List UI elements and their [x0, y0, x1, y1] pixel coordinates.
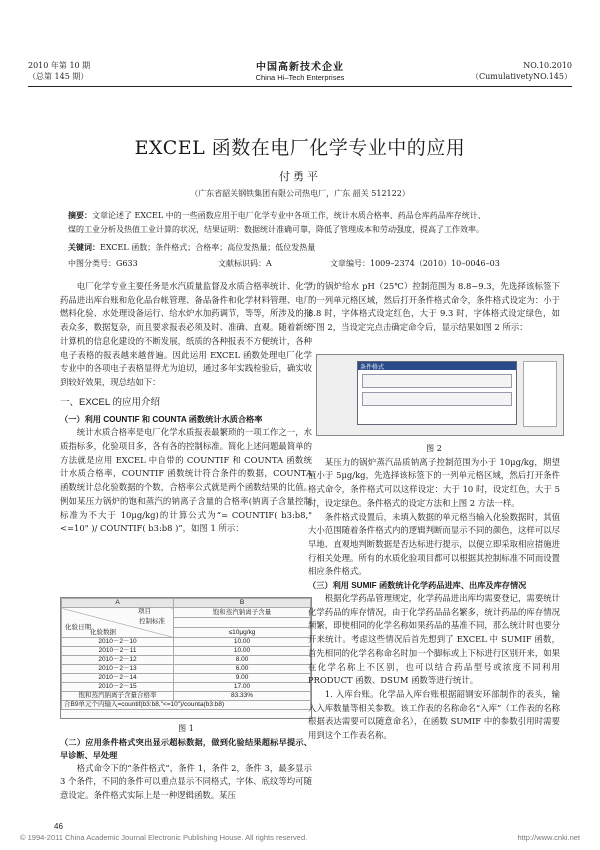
figure-1-caption: 图 1: [178, 724, 194, 733]
abstract: [68, 208, 542, 237]
rate-label: 饱和蒸汽钠离子含量合格率: [62, 692, 174, 701]
dialog-title: 条件格式: [358, 362, 516, 370]
header-control: 控制标准: [139, 618, 166, 625]
figure-2-dialog-screenshot: [316, 354, 564, 436]
sumif-paragraph: 根据化学药品管理规定，化学药品进出库均需要登记，需要统计化学药品的库存情况，由于化学药品品名繁多，统计药品的库存情况频繁，即使相同的化学名称如果药品的基准不同，那么统计时也要分开来统计。考虑这些情况后首先想到了 EXCEL 中 SUMIF 函数，首先相同的化学名称命名时加一个脚标或上下标进行区别开来，如果在化学名称上不区别，也可以结合药品型号或浓度不同利用 PRODUCT 函数、DSUM 函数等进行统计。: [308, 593, 560, 686]
diagonal-header: [62, 608, 174, 638]
sodium-paragraph: 某压力的锅炉蒸汽品质钠离子控制范围为小于 10μg/kg，期望值小于 5μg/kg，先选择该标签下的一列单元格区域，然后打开条件格式命令，条件格式可以这样设定：大于 10 时，设定红色，大于 5 时，设定绿色。条件格式的设定方法和上图 2 方法一样。: [308, 456, 560, 508]
section-heading-1: 一、EXCEL 的应用介绍: [60, 396, 160, 408]
journal-name-en: China Hi–Tech Enterprises: [255, 73, 345, 82]
journal-name-cn: 中国高新技术企业: [256, 62, 344, 73]
abstract-line-1: 文章论述了 EXCEL 中的一些函数应用于电厂化学专业中各项工作，统计水质合格率、药品仓库药品库存统计、: [92, 211, 486, 220]
table-row: 2010－2－15 17.00: [62, 683, 311, 692]
issue-total: （总第 145 期）: [28, 72, 89, 81]
subsection-heading-3: （三）利用 SUMIF 函数统计化学药品进库、出库及库存情况: [308, 581, 527, 591]
table-row: 2010－2－13 6.00: [62, 665, 311, 674]
footer: [20, 833, 580, 842]
issue-number-en: NO.10.2010: [523, 61, 572, 70]
copyright: © 1994-2011 China Academic Journal Electronic Publishing House. All rights reserved.: [20, 833, 308, 842]
col-header-b: B: [174, 599, 311, 608]
issue-total-en: （CumulativetyNO.145）: [470, 72, 572, 81]
figure-1-spreadsheet: [60, 597, 312, 719]
right-column-top: [308, 280, 560, 335]
inbound-ledger-paragraph: 1. 入库台账。化学品入库台账根据韶钢安环部制作的表头，输入入库数量等相关参数。该工作表的名称命名“入库”（工作表的名称根据表达需要可以随意命名），在函数 SUMIF 中的参数引用时需要用到这个工作表名称。: [308, 688, 560, 741]
article-title: EXCEL 函数在电厂化学专业中的应用: [134, 137, 466, 159]
left-column-top: [60, 280, 312, 536]
header-data: 化验数据: [90, 629, 116, 636]
issue-number: 2010 年第 10 期: [28, 61, 91, 70]
header-item: 项目: [138, 608, 152, 615]
issue-info-right: [471, 60, 572, 82]
keywords-text: EXCEL 函数；条件格式；合格率；高位发热量；低位发热量: [100, 243, 316, 252]
subsection-heading-1: （一）利用 COUNTIF 和 COUNTA 函数统计水质合格率: [60, 415, 263, 425]
countif-paragraph: 统计水质合格率是电厂化学水质报表最繁琐的一项工作之一，水质指标多，化验项目多，各有各的控制标准。简化上述问题最简单的方法就是应用 EXCEL 中自带的 COUNTIF 和 COUNTA 函数统计水质合格率，COUNTIF 函数统计符合条件的数据，COUNTA 函数统计总化验数据的个数，合格率公式就是两个函数结果的比值。例如某压力锅炉的饱和蒸汽的钠离子含量的合格率(钠离子含量控制标准为不大于 10μg/kg)的计算公式为“= COUNTIF( b3:b8,"<=10" )/ COUNTIF( b3:b8 )”，如图 1 所示：: [60, 427, 312, 534]
col-header-a: A: [62, 599, 174, 608]
condition-row-2: [362, 392, 512, 406]
left-column-bottom: [60, 722, 312, 803]
right-column-bottom: [308, 442, 560, 743]
rate-row: [62, 692, 311, 701]
conditional-format-paragraph: 格式命令下的“条件格式”，条件 1，条件 2，条件 3，最多显示 3 个条件，不同的条件可以重点显示不同格式，字体、底纹等均可随意设定。条件格式实际上是一种逻辑函数。某压: [60, 762, 312, 801]
intro-paragraph: 电厂化学专业主要任务是水汽质量监督及水质合格率统计、化学药品进出库台账和危化品台帐管理、备品备件和化学材料管理、电厂燃料化验、水处理设备运行、给水炉水加药调节，等等，所涉及的报表众多，数据复杂，而且要求报表必须及时、准确、直观。随着新统计算机的信息化建设的不断发展，纸质的各种报表不方便统计，各种电子表格的报表越来越普遍。因此运用 EXCEL 函数处理电厂化学专业中的各项电子表格显得尤为迫切，通过多年实践检验后，确实收到较好效果，现总结如下：: [60, 281, 312, 387]
rate-value: 83.33%: [174, 692, 311, 701]
condition-row-1: [362, 374, 512, 388]
header-limit: ≤10μg/kg: [174, 628, 311, 638]
subsection-heading-2: （二）应用条件格式突出显示超标数据，做到化验结果超标早提示、早诊断、早处理: [60, 737, 312, 760]
keywords-label: 关键词：: [68, 242, 100, 252]
article-author: 付勇平: [279, 170, 321, 183]
formula-note: 合B9单元个内输入=countif(b3:b8,"<=10")/counta(b3:b8): [62, 701, 311, 710]
table-row: 2010－2－14 9.00: [62, 674, 311, 683]
header-rule: [28, 86, 572, 87]
abstract-label: 摘要：: [68, 210, 92, 220]
table-row: 2010－2－11 10.00: [62, 647, 311, 656]
keywords: [68, 240, 542, 255]
sheet-column: [523, 361, 557, 427]
conditional-format-dialog: [357, 361, 517, 425]
header-sodium: 饱和蒸汽钠离子含量: [174, 608, 311, 618]
article-number: 文章编号：1009–2374（2010）10–0046–03: [330, 259, 500, 268]
table-row: 2010－2－12 8.00: [62, 656, 311, 665]
document-code: 文献标识码：A: [218, 259, 272, 268]
figure-1-table: [61, 598, 311, 710]
abstract-line-2: 煤的工业分析及热值工业计算的状况，结果证明：数据统计准确可靠，降低了管理成本和劳动强度，提高了工作效率。: [68, 225, 484, 234]
cnki-url: http://www.cnki.net: [517, 833, 580, 842]
ph-range-paragraph: 力的锅炉给水 pH（25℃）控制范围为 8.8~9.3，先选择该标签下的一列单元格区域，然后打开条件格式命令，条件格式设定为：小于 8.8 时，字体格式设定红色，大于 9.3 时，字体格式设定绿色，如下图 2，当设定完点击确定命令后，显示结果如图 2 所示：: [308, 281, 560, 333]
header-date: 化验日期: [65, 624, 91, 631]
figure-2-caption: 图 2: [426, 444, 442, 453]
format-summary-paragraph: 条件格式设置后，未填入数据的单元格当输入化验数据时，其值大小范围随着条件格式内的逻辑判断而显示不同的颜色，这样可以尽早地、直观地判断数据是否达标进行提示，以便立即采取相应措施进行相关处理。所有的水质化验项目都可以根据其控制标准不同而设置相应条件格式。: [308, 511, 560, 577]
page-number: 46: [54, 822, 63, 831]
table-row: 2010－2－10 10.00: [62, 638, 311, 647]
clc-number: 中图分类号：G633: [68, 259, 138, 268]
article-affiliation: （广东省韶关钢铁集团有限公司热电厂，广东 韶关 512122）: [190, 189, 410, 198]
